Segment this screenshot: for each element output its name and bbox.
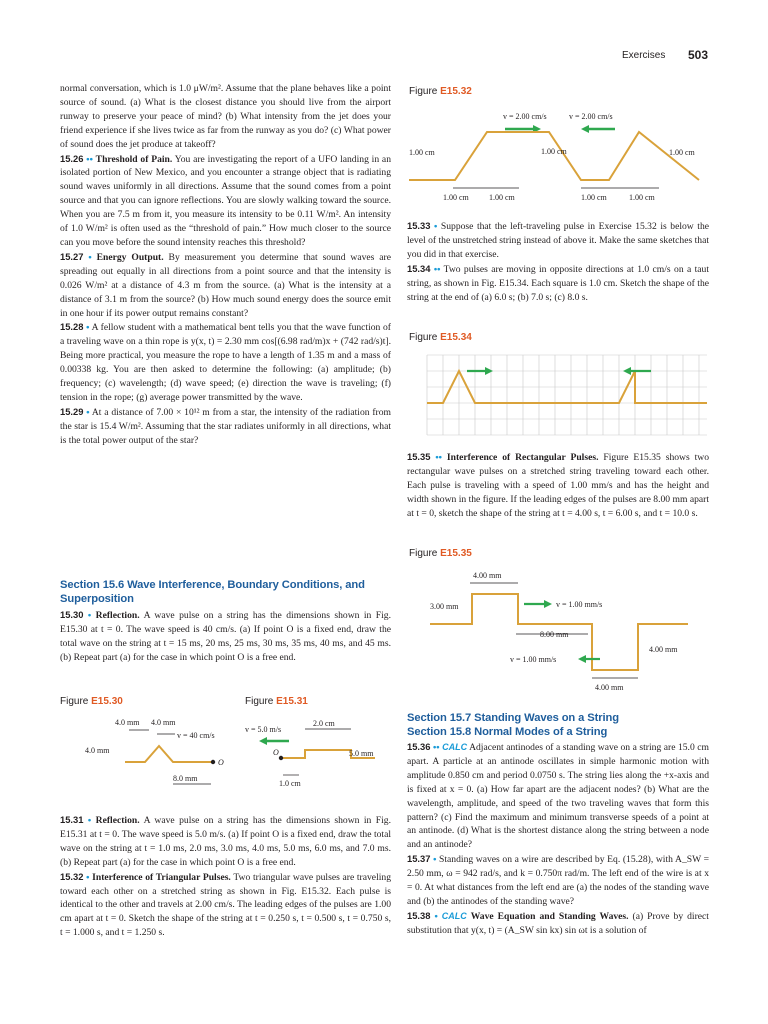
problem-15-33: 15.33 • Suppose that the left-traveling pulse in Exercise 15.32 is below the level of the unstretched string instead of above it. Make the same sketches that you did in that exercise. [407, 220, 709, 260]
f30-width-label-2: 4.0 mm [151, 718, 176, 727]
problem-15-26: 15.26 •• Threshold of Pain. You are investigating the report of a UFO landing in an isolated portion of New Mexico, and you encounter a strange object that is radiating sound waves uniformly in all directions. Assume that the sound comes from a point source and that you can ignore reflections. You are slowly walking toward the source. When you are 7.5 m from it, you measure its intensity to be 0.11 W/m². An intensity of 1.0 W/m² is often used as the “threshold of pain.” How much closer to the source can you move before the sound intensity reaches this threshold? [60, 152, 391, 248]
f35-arrowhead-right [544, 600, 552, 608]
problem-15-38: 15.38 • CALC Wave Equation and Standing Waves. (a) Prove by direct substitution that y(x, t) = (A_SW sin kx) sin ωt is a solution of [407, 909, 709, 936]
problem-15-30: 15.30 • Reflection. A wave pulse on a string has the dimensions shown in Fig. E15.30 at t = 0. The wave speed is 40 cm/s. (a) If point O is a fixed end, draw the total wave on the string at t = 15 ms, 20 ms, 25 ms, 30 ms, 35 ms, 40 ms, and 45 ms. (b) Repeat part (a) for the case in which point O is a free end. [60, 609, 391, 663]
f31-point-o [279, 756, 283, 760]
problem-15-28: 15.28 • A fellow student with a mathematical bent tells you that the wave function of a traveling wave on a thin rope is y(x, t) = 2.30 mm cos[(6.98 rad/m)x + (742 rad/s)t]. Being more practical, you measure the rope to have a length of 1.35 m and a mass of 0.00338 kg. You are then asked to determine the following: (a) amplitude; (b) frequency; (c) wavelength; (d) wave speed; (e) direction the wave is traveling; (f) tension in the rope; (g) average power transmitted by the wave. [60, 321, 392, 403]
problem-15-35: 15.35 •• Interference of Rectangular Pulses. Figure E15.35 shows two rectangular wave pulses on a stretched string traveling toward each other. Each pulse is traveling with a speed of 1.00 mm/s and has the height and width shown in the figure. If the leading edges of the pulses are 8.00 mm apart at t = 0, sketch the shape of the string at t = 4.00 s, t = 6.00 s, and t = 10.0 s. [407, 451, 710, 519]
f30-point-o [211, 760, 215, 764]
f35-bottom-width-label: 4.00 mm [595, 683, 624, 692]
figure-e15-35-caption: Figure E15.35 [409, 548, 472, 559]
f34-grid [427, 355, 707, 435]
f30-gap-label: 8.0 mm [173, 774, 198, 783]
f35-bottom-height-label: 4.00 mm [649, 645, 678, 654]
problem-15-27: 15.27 • Energy Output. By measurement you determine that sound waves are spreading out equally in all directions from a point source and that the intensity is 0.026 W/m² at a distance of 4.3 m from the source. (a) What is the intensity at a distance of 3.1 m from the source? (b) How much sound energy does the source emit in one hour if its power output remains constant? [60, 250, 391, 319]
problem-15-36: 15.36 •• CALC Adjacent antinodes of a standing wave on a string are 15.0 cm apart. A particle at an antinode oscillates in simple harmonic motion with amplitude 0.850 cm and period 0.0750 s. The string lies along the +x-axis and is fixed at x = 0. (a) How far apart are the adjacent nodes? (b) What are the wavelength, amplitude, and speed of the two traveling waves that form this pattern? (c) Find the maximum and minimum transverse speeds of a point at an antinode. (d) What is the shortest distance along the string between a node and an antinode? [407, 741, 709, 851]
f30-height-label: 4.0 mm [85, 746, 110, 755]
figure-e15-31 [245, 714, 395, 794]
f34-arrowhead-left [623, 367, 631, 375]
f32-width-label-1: 1.00 cm [443, 193, 469, 202]
f32-width-label-3: 1.00 cm [581, 193, 607, 202]
f32-height-label-3: 1.00 cm [669, 148, 695, 157]
f34-arrowhead-right [485, 367, 493, 375]
section-heading-15-6: Section 15.6 Wave Interference, Boundary Conditions, and Superposition [60, 579, 365, 605]
figure-e15-32-caption: Figure E15.32 [409, 86, 472, 97]
figure-e15-30-caption: Figure E15.30 [60, 696, 123, 707]
f31-gap-label: 1.0 cm [279, 779, 301, 788]
section-heading-15-7: Section 15.7 Standing Waves on a String [407, 712, 620, 724]
problem-15-31: 15.31 • Reflection. A wave pulse on a string has the dimensions shown in Fig. E15.31 at t = 0. The wave speed is 5.0 m/s. (a) If point O is a fixed end, draw the total wave on the string at t = 1.0 ms, 2.0 ms, 3.0 ms, 4.0 ms, 5.0 ms, 6.0 ms, and 7.0 ms. (b) Repeat part (a) for the case in which point O is a free end. [60, 814, 391, 868]
f32-height-label-1: 1.00 cm [409, 148, 435, 157]
right-column-problem-35 [407, 450, 709, 521]
f32-height-label-2: 1.00 cm [541, 147, 567, 156]
f35-top-width-label: 4.00 mm [473, 571, 502, 580]
problem-15-32: 15.32 • Interference of Triangular Pulses. Two triangular wave pulses are traveling toward each other on a stretched string as shown in Fig. E15.32. Each pulse is identical to the other and travels at 2.00 cm/s. The leading edges of the pulses are 1.00 cm apart at t = 0. Sketch the shape of the string at t = 0.250 s, t = 0.500 s, t = 0.750 s, t = 1.000 s, and t = 1.250 s. [60, 870, 391, 939]
problem-15-29: 15.29 • At a distance of 7.00 × 10¹² m from a star, the intensity of the radiation from the star is 15.4 W/m². Assuming that the star radiates uniformly in all directions, what is the total power output of the star? [60, 405, 392, 446]
f32-velocity-label-1: v = 2.00 cm/s [503, 112, 547, 121]
figure-e15-31-caption: Figure E15.31 [245, 696, 308, 707]
f31-width-label: 2.0 cm [313, 719, 335, 728]
f30-o-label: O [218, 758, 224, 767]
f32-width-label-4: 1.00 cm [629, 193, 655, 202]
f30-velocity-label: v = 40 cm/s [177, 731, 215, 740]
figure-e15-32 [409, 104, 709, 212]
f32-velocity-label-2: v = 2.00 cm/s [569, 112, 613, 121]
f35-separation-label: 8.00 mm [540, 630, 569, 639]
f31-o-label: O [273, 748, 279, 757]
paragraph-intro: normal conversation, which is 1.0 μW/m². Assume that the plane behaves like a point source of sound. (a) What is the closest distance you should live from the airport runway to preserve your peace of mind? (b) What intensity from the jet does your friend experience if she lives twice as far from the runway as you do? (c) What power of sound does the jet produce at takeoff? [60, 83, 391, 150]
figure-e15-30 [85, 714, 225, 794]
problem-15-34: 15.34 •• Two pulses are moving in opposite directions at 1.0 cm/s on a taut string, as shown in Fig. E15.34. Each square is 1.0 cm. Sketch the shape of the string at the end of (a) 6.0 s; (b) 7.0 s; (c) 8.0 s. [407, 262, 709, 303]
f31-height-label: 5.0 mm [349, 749, 374, 758]
f35-velocity-label-2: v = 1.00 mm/s [510, 655, 557, 664]
f31-arrowhead [259, 737, 267, 745]
f35-top-height-label: 3.00 mm [430, 602, 459, 611]
f32-width-label-2: 1.00 cm [489, 193, 515, 202]
right-column-lower [407, 740, 709, 938]
figure-e15-35 [430, 570, 690, 692]
f32-arrowhead-left [581, 125, 589, 133]
left-column-upper [60, 82, 391, 448]
figure-e15-34 [427, 355, 707, 435]
f30-pulse [125, 746, 213, 762]
running-head-section: Exercises [622, 50, 666, 61]
figure-e15-34-caption: Figure E15.34 [409, 332, 472, 343]
f35-arrowhead-left [578, 655, 586, 663]
left-column-lower [60, 813, 391, 940]
problem-15-37: 15.37 • Standing waves on a wire are described by Eq. (15.28), with A_SW = 2.50 mm, ω = 942 rad/s, and k = 0.750π rad/m. The left end of the wire is at x = 0. At what distances from the left end are (a) the nodes of the standing wave and (b) the antinodes of the standing wave? [407, 853, 709, 907]
right-column-upper [407, 219, 709, 304]
f35-velocity-label-1: v = 1.00 mm/s [556, 600, 603, 609]
f32-string [409, 132, 699, 180]
left-column-problem-30 [60, 608, 391, 665]
f31-velocity-label: v = 5.0 m/s [245, 725, 282, 734]
section-heading-15-8: Section 15.8 Normal Modes of a String [407, 726, 608, 738]
page-number: 503 [688, 48, 709, 62]
f30-width-label-1: 4.0 mm [115, 718, 140, 727]
